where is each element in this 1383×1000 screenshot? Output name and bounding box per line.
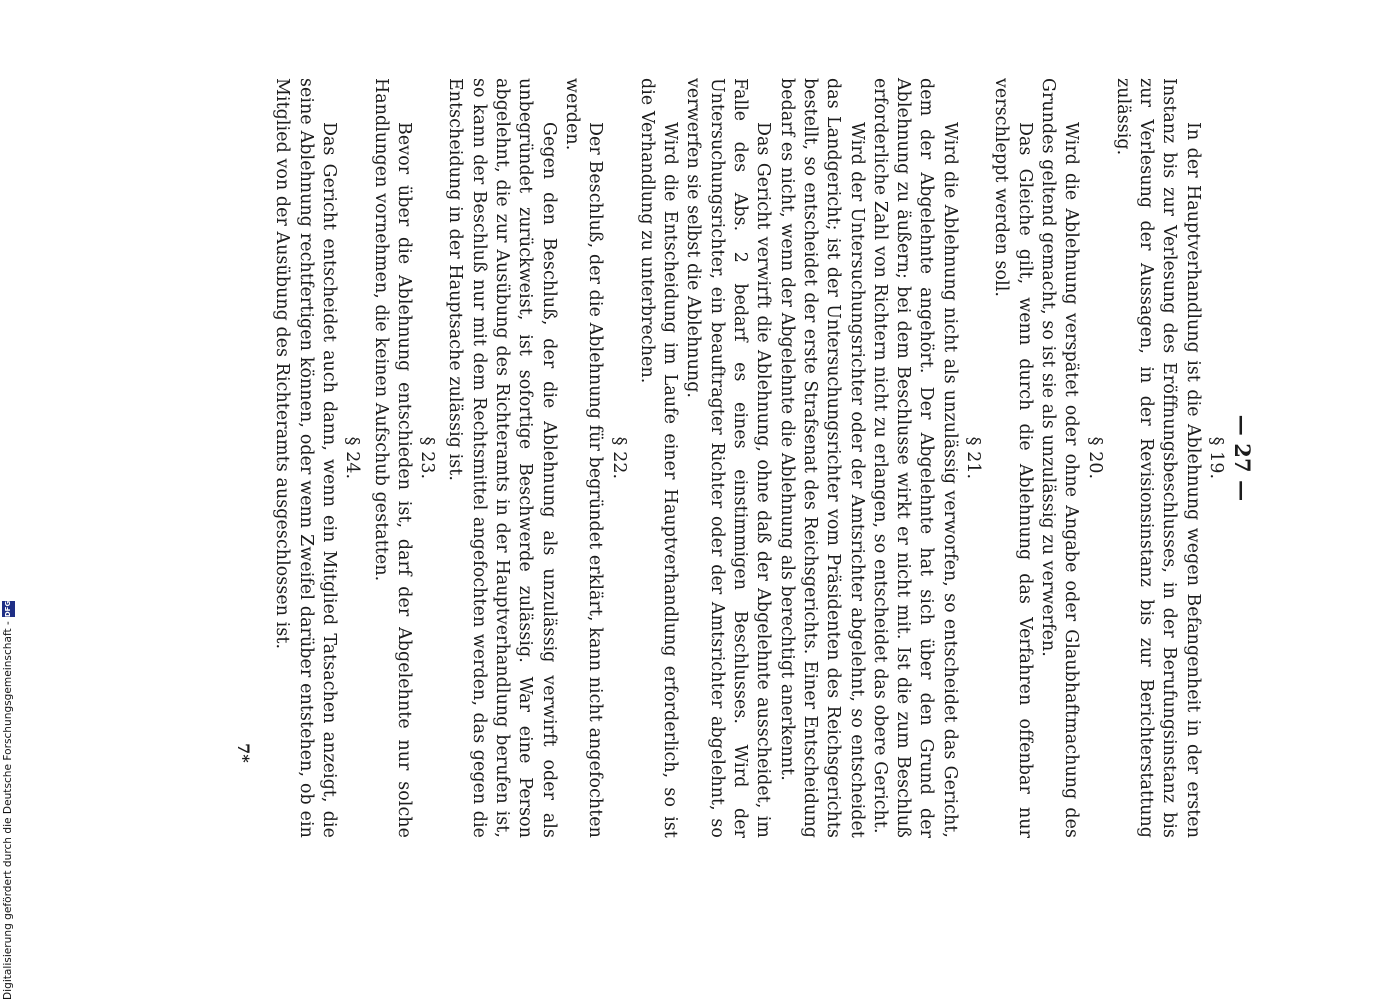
signature-mark: 7*: [234, 743, 253, 763]
paragraph: Das Gericht verwirft die Ablehnung, ohne daß der Abgelehnte ausscheidet, im Falle des Abs. 2 bedarf es eines einstimmigen Beschlusses. Wird der Untersuchungsrichter, ein beauftragter Richter oder der Amtsrichter abgelehnt, so verwerfen sie selbst die Ablehnung.: [683, 78, 774, 838]
section-21: [635, 78, 984, 838]
paragraph: Wird die Ablehnung nicht als unzulässig verworfen, so entscheidet das Gericht, dem der Abgelehnte angehört. Der Abgelehnte hat sich über den Grund der Ablehnung zu äußern; bei dem Beschlusse wirkt er nicht mit. Ist die zum Beschluß erforderliche Zahl von Richtern nicht zu erlangen, so entscheidet das obere Gericht.: [869, 78, 960, 838]
paragraph: In der Hauptverhandlung ist die Ablehnung wegen Befangenheit in der ersten Instanz bis zur Verlesung des Eröffnungsbeschlusses, in der Berufungsinstanz bis zur Verlesung der Aussagen, in der Revisionsinstanz bis zur Berichterstattung zulässig.: [1112, 78, 1203, 838]
section-heading: § 19.: [1206, 436, 1226, 480]
paragraph: Wird die Ablehnung verspätet oder ohne Angabe oder Glaubhaftmachung des Grundes geltend gemacht, so ist sie als unzulässig zu verwerfen.: [1037, 78, 1082, 838]
paragraph: Das Gericht entscheidet auch dann, wenn ein Mitglied Tatsachen anzeigt, die seine Ablehnung rechtfertigen können, oder wenn Zweifel darüber entstehen, ob ein Mitglied von der Ausübung des Richteramts ausgeschlossen ist.: [272, 78, 340, 838]
section-heading: § 22.: [608, 436, 629, 480]
paragraph: Der Beschluß, der die Ablehnung für begründet erklärt, kann nicht angefochten werden.: [561, 78, 606, 838]
paragraph: Wird die Entscheidung im Laufe einer Hauptverhandlung erforderlich, so ist die Verhandlung zu unterbrechen.: [636, 78, 681, 838]
section-24: [270, 78, 363, 838]
section-20: [989, 78, 1105, 838]
section-19: [1111, 78, 1227, 838]
section-heading: § 21.: [963, 436, 984, 480]
paragraph: Wird der Untersuchungsrichter oder der Amtsrichter abgelehnt, so entscheidet das Landgericht; ist der Untersuchungsrichter vom Präsidenten des Reichsgerichts bestellt, so entscheidet der erste Strafsenat des Reichsgerichts. Einer Entscheidung bedarf es nicht, wenn der Abgelehnte die Ablehnung als berechtigt anerkennt.: [776, 78, 867, 838]
page-number: — 27 —: [1230, 414, 1255, 502]
paragraph: Gegen den Beschluß, der die Ablehnung als unzulässig verwirft oder als unbegründet zurückweist, ist sofortige Beschwerde zulässig. War eine Person abgelehnt, die zur Ausübung des Richteramts in der Hauptverhandlung berufen ist, so kann der Beschluß nur mit dem Rechtsmittel angefochten werden, das gegen die Entscheidung in der Hauptsache zulässig ist.: [445, 78, 559, 838]
section-heading: § 20.: [1084, 436, 1105, 480]
section-heading: § 24.: [342, 436, 363, 480]
dfg-logo-icon: DFG: [2, 601, 15, 617]
document-page: [125, 78, 1255, 838]
section-heading: § 23.: [417, 436, 438, 480]
section-22: [443, 78, 629, 838]
paragraph: Das Gleiche gilt, wenn durch die Ablehnung das Verfahren offenbar nur verschleppt werden soll.: [991, 78, 1035, 838]
digitization-note: [0, 600, 16, 1000]
section-23: [368, 78, 438, 838]
paragraph: Bevor über die Ablehnung entschieden ist, darf der Abgelehnte nur solche Handlungen vornehmen, die keinen Aufschub gestatten.: [370, 78, 414, 838]
digitization-note-text: Digitalisierung gefördert durch die Deutsche Forschungsgemeinschaft -: [2, 621, 14, 1000]
